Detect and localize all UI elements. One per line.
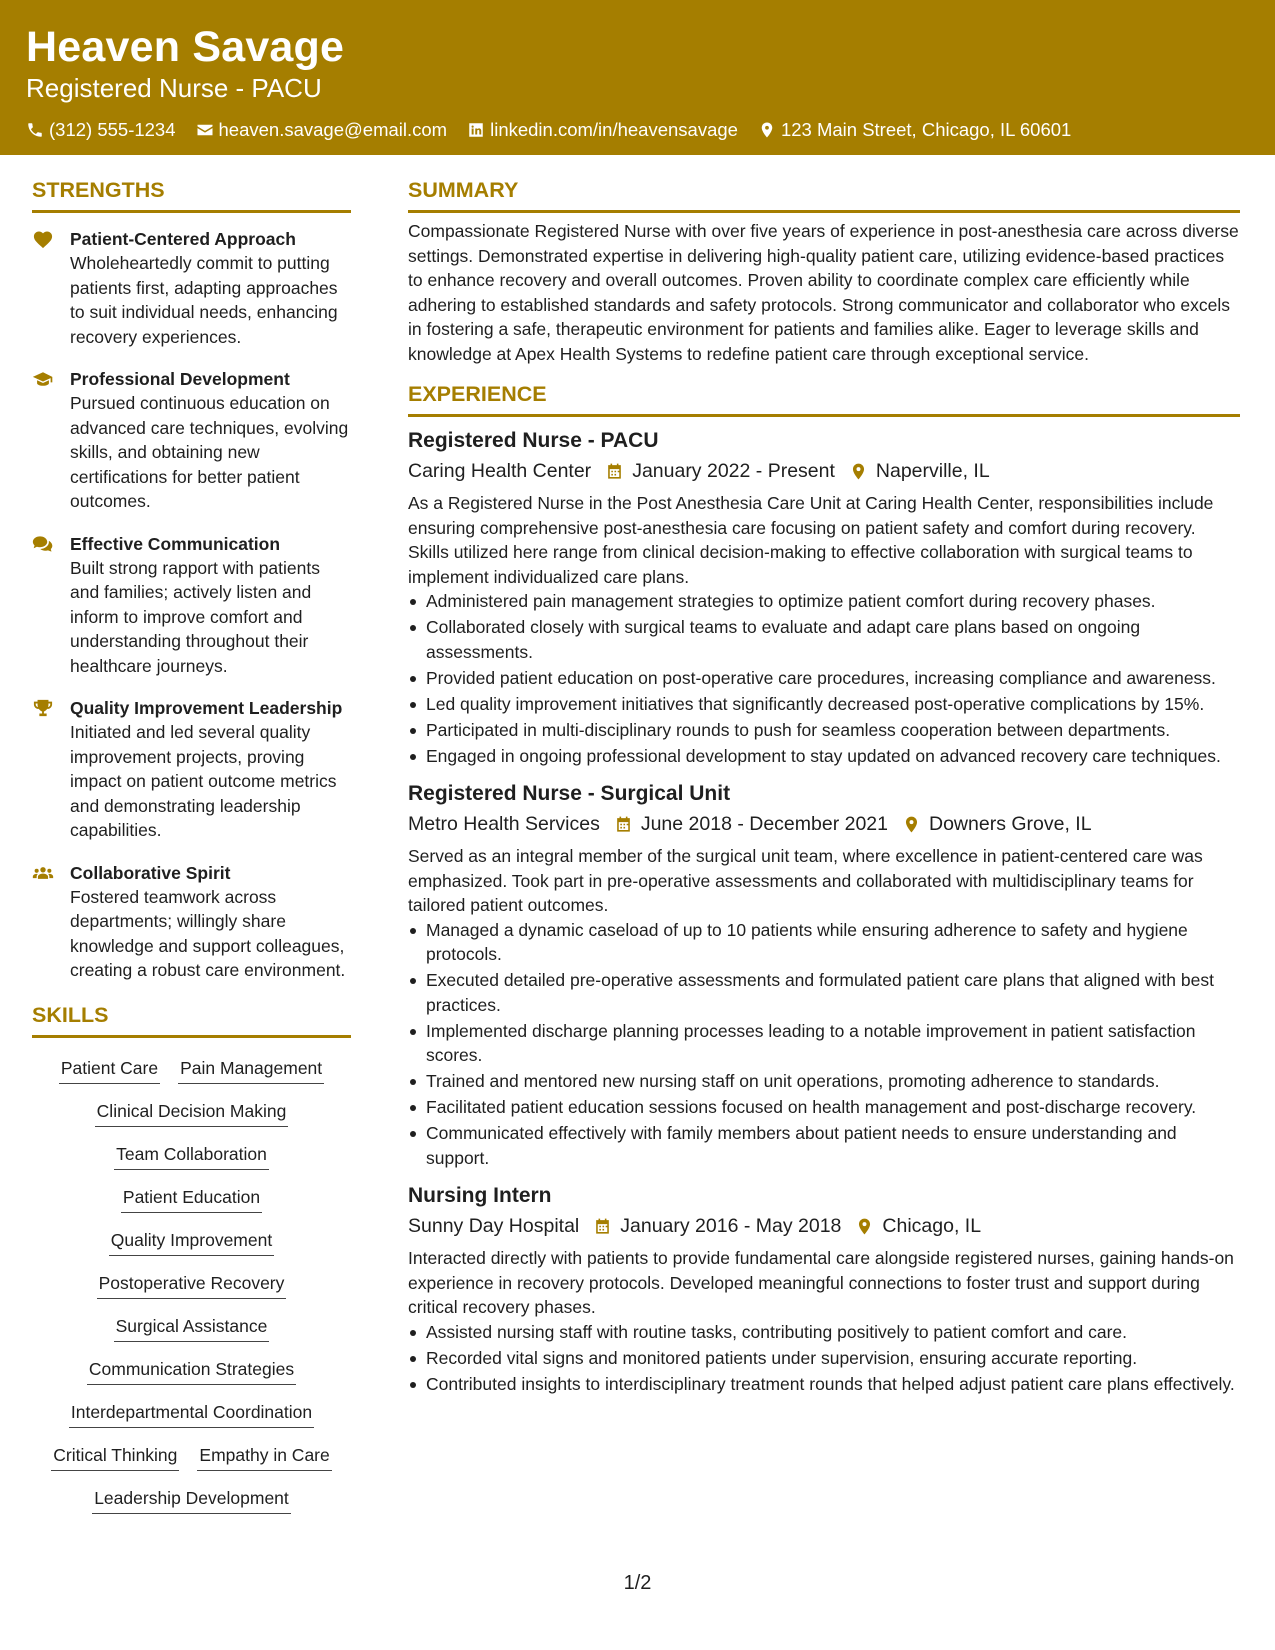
job-description: Interacted directly with patients to provide fundamental care alongside registered nurses, gaining hands-on experience in recovery protocols. Developed meaningful connections to foster trust and support during critical recovery phases. bbox=[408, 1248, 1234, 1317]
right-column bbox=[408, 176, 1240, 1398]
strength-title: Professional Development bbox=[70, 369, 290, 389]
skills-list bbox=[32, 1056, 351, 1514]
job-dates: January 2016 - May 2018 bbox=[620, 1215, 842, 1237]
skills-heading: SKILLS bbox=[32, 1001, 351, 1038]
job-bullet: Assisted nursing staff with routine tasks, contributing positively to patient comfort and care. bbox=[408, 1320, 1240, 1345]
phone-text: (312) 555-1234 bbox=[49, 119, 176, 140]
job-dates: January 2022 - Present bbox=[632, 460, 835, 482]
job-location: Chicago, IL bbox=[882, 1215, 982, 1237]
skill-tag: Patient Education bbox=[121, 1185, 262, 1213]
heart-icon bbox=[32, 229, 54, 249]
resume-header bbox=[0, 0, 1275, 155]
summary-text: Compassionate Registered Nurse with over five years of experience in post-anesthesia care across diverse settings. Demonstrated expertise in delivering high-quality patient care, utilizing evidence-based practices to enhance recovery and overall outcomes. Proven ability to coordinate complex care efficiently while adhering to established standards and safety protocols. Strong communicator and collaborator who excels in fostering a safe, therapeutic environment for patients and families alike. Eager to leverage skills and knowledge at Apex Health Systems to redefine patient care through exceptional service. bbox=[408, 221, 1239, 364]
left-column bbox=[32, 176, 351, 1529]
job-title: Registered Nurse - Surgical Unit bbox=[408, 782, 731, 805]
job-company: Sunny Day Hospital bbox=[408, 1215, 580, 1237]
job-bullets bbox=[408, 1320, 1240, 1397]
contact-phone[interactable] bbox=[26, 118, 176, 142]
email-text: heaven.savage@email.com bbox=[218, 119, 448, 140]
skill-tag: Pain Management bbox=[178, 1056, 324, 1084]
strength-item bbox=[32, 532, 351, 679]
job-meta bbox=[408, 810, 1240, 838]
envelope-icon bbox=[196, 121, 214, 139]
summary-heading: SUMMARY bbox=[408, 176, 1240, 213]
job-bullet: Led quality improvement initiatives that significantly decreased post-operative complications by 15%. bbox=[408, 692, 1240, 717]
strength-item bbox=[32, 367, 351, 514]
job-bullet: Participated in multi-disciplinary rounds to push for seamless cooperation between departments. bbox=[408, 718, 1240, 743]
strength-title: Quality Improvement Leadership bbox=[70, 698, 343, 718]
job-bullet: Trained and mentored new nursing staff on unit operations, promoting adherence to standards. bbox=[408, 1069, 1240, 1094]
linkedin-icon bbox=[467, 121, 485, 139]
trophy-icon bbox=[32, 698, 54, 718]
job-location: Naperville, IL bbox=[875, 460, 990, 482]
strength-text: Initiated and led several quality improvement projects, proving impact on patient outcome metrics and demonstrating leadership capabilities. bbox=[70, 722, 337, 840]
job-bullets bbox=[408, 589, 1240, 768]
job-bullet: Facilitated patient education sessions focused on health management and post-discharge recovery. bbox=[408, 1095, 1240, 1120]
skill-tag: Critical Thinking bbox=[51, 1443, 179, 1471]
strengths-heading: STRENGTHS bbox=[32, 176, 351, 213]
skill-tag: Interdepartmental Coordination bbox=[69, 1400, 314, 1428]
strengths-list bbox=[32, 227, 351, 983]
job-description: Served as an integral member of the surgical unit team, where excellence in patient-centered care was emphasized. Took part in pre-operative assessments and collaborated with multidisciplinary teams for tailored patient outcomes. bbox=[408, 846, 1203, 915]
calendar-icon bbox=[593, 1217, 612, 1236]
job-bullet: Provided patient education on post-operative care procedures, increasing compliance and awareness. bbox=[408, 666, 1240, 691]
job-entry bbox=[408, 427, 1240, 768]
job-bullet: Executed detailed pre-operative assessments and formulated patient care plans that aligned with best practices. bbox=[408, 968, 1240, 1017]
job-bullet: Collaborated closely with surgical teams to evaluate and adapt care plans based on ongoing assessments. bbox=[408, 615, 1240, 664]
strength-title: Patient-Centered Approach bbox=[70, 229, 296, 249]
job-bullet: Implemented discharge planning processes leading to a notable improvement in patient satisfaction scores. bbox=[408, 1019, 1240, 1068]
map-pin-icon bbox=[849, 462, 868, 481]
skill-tag: Leadership Development bbox=[92, 1486, 291, 1514]
experience-heading: EXPERIENCE bbox=[408, 380, 1240, 417]
skill-tag: Clinical Decision Making bbox=[95, 1099, 289, 1127]
job-title: Nursing Intern bbox=[408, 1184, 552, 1207]
job-bullet: Administered pain management strategies to optimize patient comfort during recovery phases. bbox=[408, 589, 1240, 614]
job-location: Downers Grove, IL bbox=[929, 813, 1092, 835]
job-meta bbox=[408, 1212, 1240, 1240]
job-meta bbox=[408, 457, 1240, 485]
strength-item bbox=[32, 861, 351, 983]
skill-tag: Surgical Assistance bbox=[114, 1314, 270, 1342]
graduation-cap-icon bbox=[32, 369, 54, 389]
strength-text: Fostered teamwork across departments; willingly share knowledge and support colleagues, creating a robust care environment. bbox=[70, 886, 346, 980]
strength-item bbox=[32, 696, 351, 843]
strength-title: Collaborative Spirit bbox=[70, 862, 231, 883]
job-title: Registered Nurse - PACU bbox=[408, 429, 659, 452]
job-description: As a Registered Nurse in the Post Anesthesia Care Unit at Caring Health Center, responsibilities include ensuring comprehensive post-anesthesia care focusing on patient safety and comfort during recovery. Skills utilized here range from clinical decision-making to effective collaboration with surgical teams to implement individualized care plans. bbox=[408, 493, 1214, 587]
skill-tag: Postoperative Recovery bbox=[97, 1271, 287, 1299]
skill-tag: Team Collaboration bbox=[114, 1142, 269, 1170]
calendar-icon bbox=[605, 462, 624, 481]
skill-tag: Patient Care bbox=[59, 1056, 160, 1084]
skill-tag: Empathy in Care bbox=[197, 1443, 331, 1471]
job-entry bbox=[408, 1182, 1240, 1396]
job-bullets bbox=[408, 918, 1240, 1171]
strength-text: Built strong rapport with patients and families; actively listen and inform to improve comfort and understanding throughout their healthcare journeys. bbox=[70, 557, 320, 676]
map-pin-icon bbox=[855, 1217, 874, 1236]
job-company: Metro Health Services bbox=[408, 813, 600, 835]
map-pin-icon bbox=[758, 121, 776, 139]
calendar-icon bbox=[614, 815, 633, 834]
candidate-title: Registered Nurse - PACU bbox=[26, 73, 322, 103]
contact-email[interactable] bbox=[196, 118, 448, 142]
job-bullet: Recorded vital signs and monitored patients under supervision, ensuring accurate reporting. bbox=[408, 1346, 1240, 1371]
contact-bar bbox=[26, 118, 1249, 142]
users-icon bbox=[32, 863, 54, 883]
strength-text: Wholeheartedly commit to putting patients first, adapting approaches to suit individual needs, enhancing recovery experiences. bbox=[70, 253, 338, 347]
comments-icon bbox=[32, 534, 54, 554]
map-pin-icon bbox=[902, 815, 921, 834]
phone-icon bbox=[26, 121, 44, 139]
candidate-name: Heaven Savage bbox=[26, 23, 345, 71]
contact-address bbox=[758, 118, 1071, 142]
page-number: 1/2 bbox=[623, 1572, 652, 1594]
job-company: Caring Health Center bbox=[408, 460, 592, 482]
job-bullet: Managed a dynamic caseload of up to 10 patients while ensuring adherence to safety and hygiene protocols. bbox=[408, 918, 1240, 967]
skill-tag: Communication Strategies bbox=[87, 1357, 296, 1385]
job-entry bbox=[408, 780, 1240, 1170]
strength-item bbox=[32, 227, 351, 349]
job-bullet: Engaged in ongoing professional development to stay updated on advanced recovery care techniques. bbox=[408, 744, 1240, 769]
strength-title: Effective Communication bbox=[70, 533, 281, 554]
address-text: 123 Main Street, Chicago, IL 60601 bbox=[780, 119, 1072, 140]
skill-tag: Quality Improvement bbox=[109, 1228, 274, 1256]
job-bullet: Communicated effectively with family members about patient needs to ensure understanding and support. bbox=[408, 1121, 1240, 1170]
job-bullet: Contributed insights to interdisciplinary treatment rounds that helped adjust patient care plans effectively. bbox=[408, 1372, 1240, 1397]
linkedin-text: linkedin.com/in/heavensavage bbox=[490, 119, 738, 140]
job-dates: June 2018 - December 2021 bbox=[640, 813, 888, 835]
strength-text: Pursued continuous education on advanced care techniques, evolving skills, and obtaining new certifications for better patient outcomes. bbox=[70, 393, 349, 511]
contact-linkedin[interactable] bbox=[467, 118, 738, 142]
